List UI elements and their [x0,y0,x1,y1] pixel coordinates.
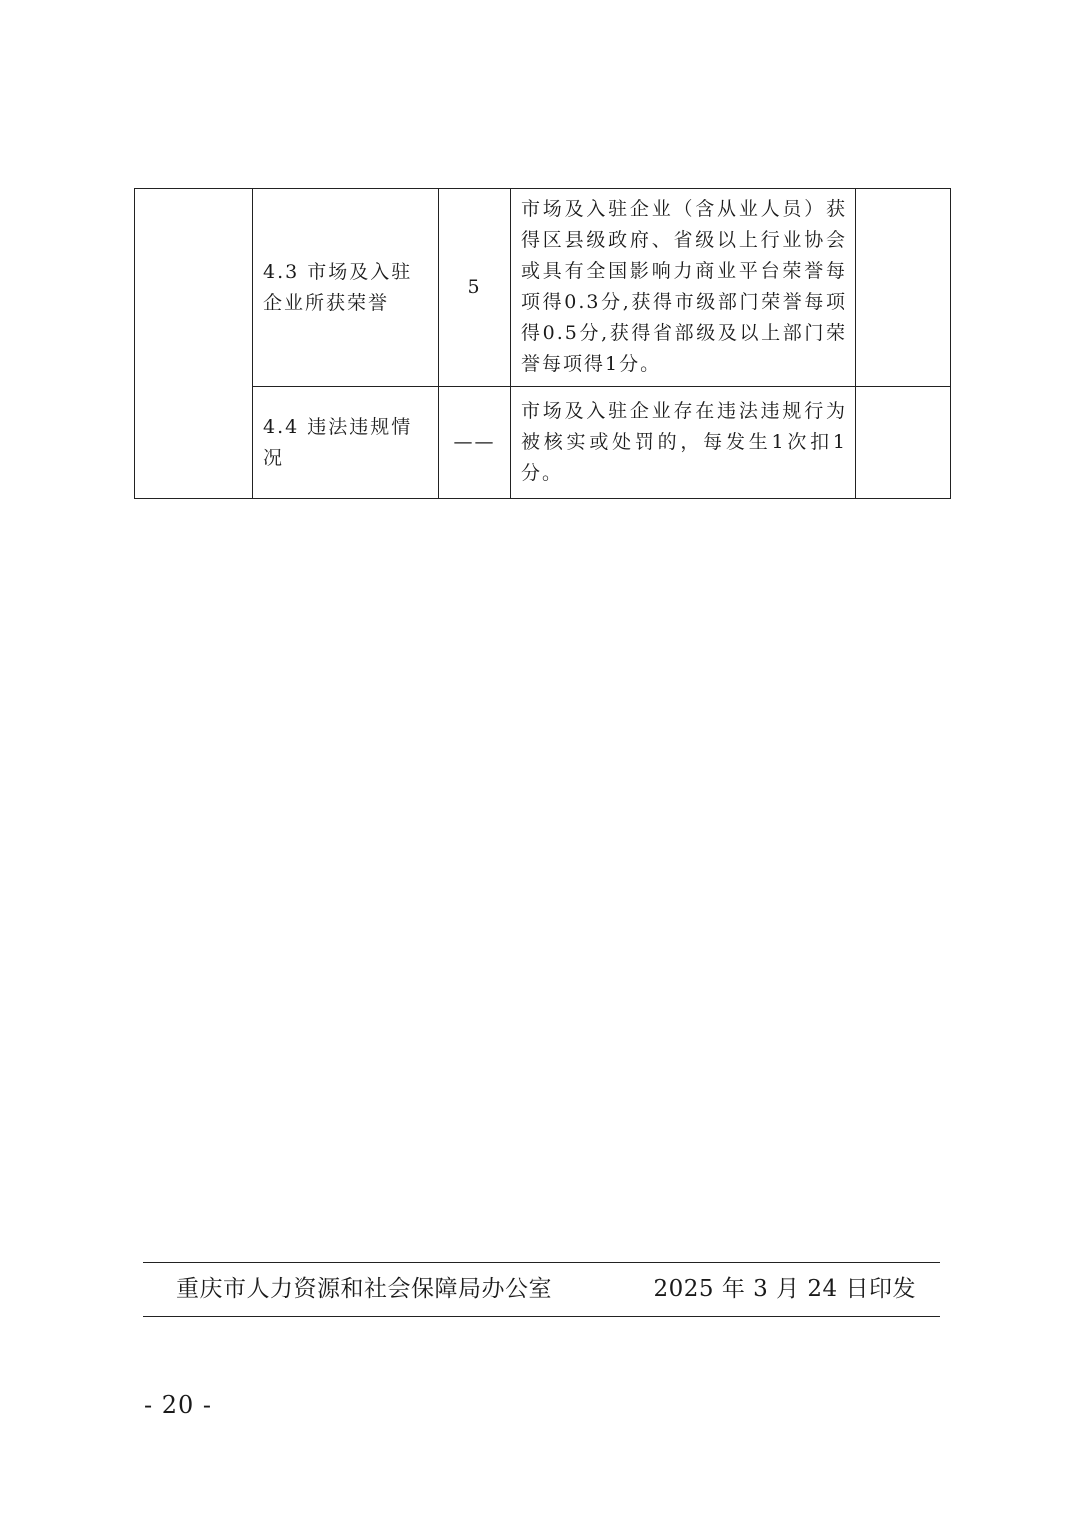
category-cell [135,189,253,499]
footer-bottom-rule [143,1316,940,1317]
footer-print-date: 2025 年 3 月 24 日印发 [653,1276,916,1302]
score-cell: —— [439,387,511,499]
page-number: - 20 - [144,1391,213,1419]
criteria-cell: 市场及入驻企业（含从业人员）获得区县级政府、省级以上行业协会或具有全国影响力商业平台荣誉每项得0.3分,获得市级部门荣誉每项得0.5分,获得省部级及以上部门荣誉每项得1分。 [511,189,856,387]
item-cell: 4.3 市场及入驻企业所获荣誉 [253,189,439,387]
score-cell: 5 [439,189,511,387]
table-row [135,387,951,499]
footer-issuer: 重庆市人力资源和社会保障局办公室 [176,1276,552,1302]
table-row [135,189,951,387]
result-cell [856,189,951,387]
item-cell: 4.4 违法违规情况 [253,387,439,499]
result-cell [856,387,951,499]
scoring-table [134,188,951,499]
criteria-cell: 市场及入驻企业存在违法违规行为被核实或处罚的，每发生1次扣1分。 [511,387,856,499]
footer-top-rule [143,1262,940,1263]
